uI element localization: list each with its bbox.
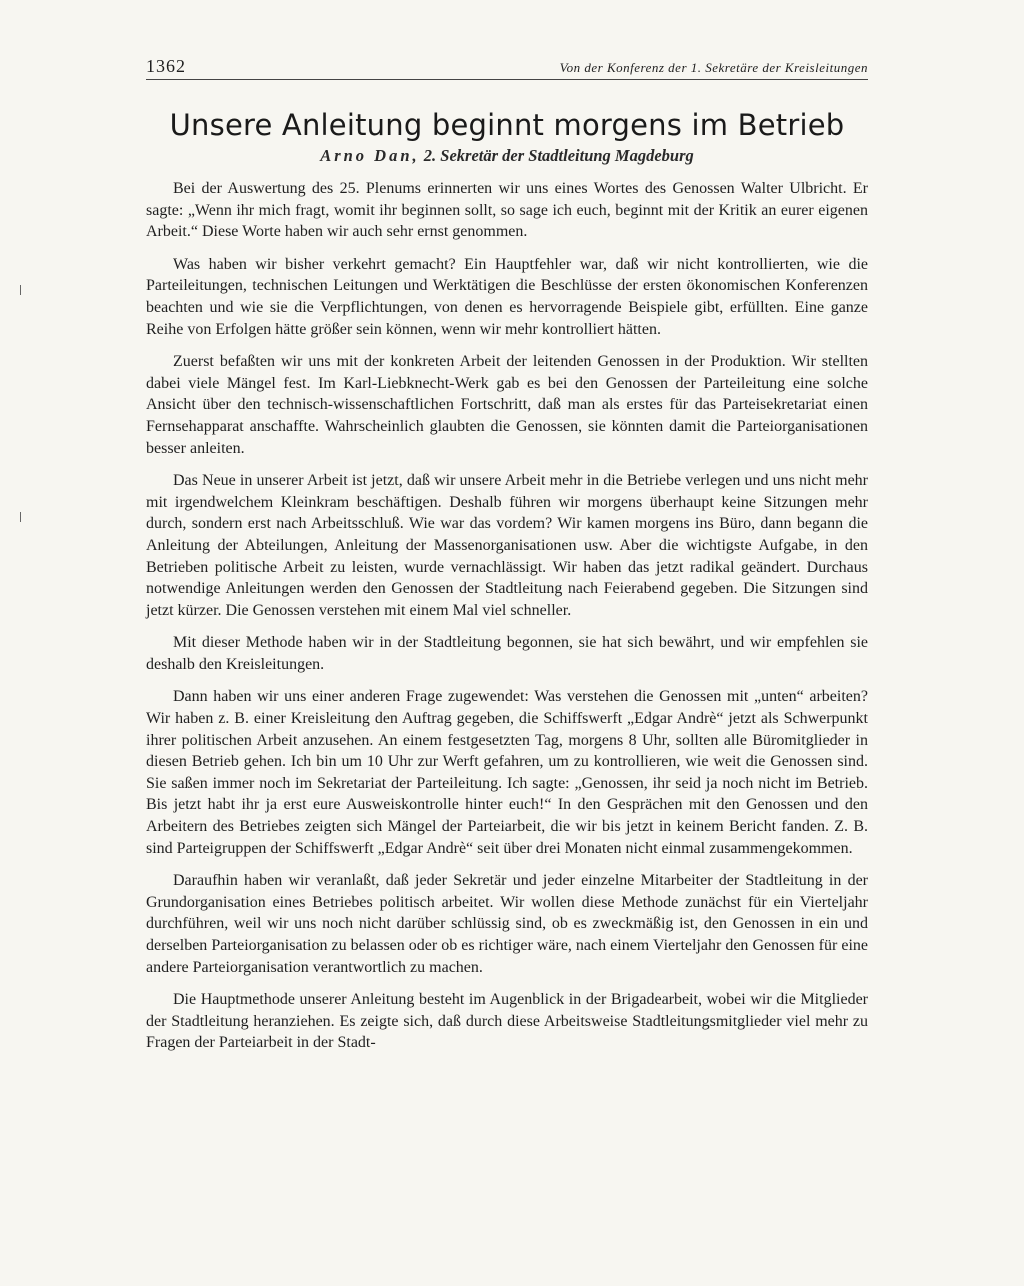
- page-number: 1362: [146, 56, 186, 76]
- margin-mark: [20, 285, 21, 295]
- paragraph: Mit dieser Methode haben wir in der Stadtleitung begonnen, sie hat sich bewährt, und wir empfehlen sie deshalb den Kreisleitungen.: [146, 634, 868, 673]
- running-head: Von der Konferenz der 1. Sekretäre der Kreisleitungen: [559, 60, 868, 75]
- author-role: 2. Sekretär der Stadtleitung Magdeburg: [419, 146, 694, 165]
- paragraph: Dann haben wir uns einer anderen Frage zugewendet: Was verstehen die Genossen mit „unten“ arbeiten? Wir haben z. B. einer Kreisleitung den Auftrag gegeben, die Schiffswerft „Edgar Andrè“ jetzt als Schwerpunkt ihrer politischen Arbeit anzusehen. An einem festgesetzten Tag, morgens 8 Uhr, sollten alle Büromitglieder in diesen Betrieb gehen. Ich bin um 10 Uhr zur Werft gefahren, um zu kontrollieren, wie weit die Genossen sind. Sie saßen immer noch im Sekretariat der Parteileitung. Ich sagte: „Genossen, ihr seid ja noch nicht im Betrieb. Bis jetzt habt ihr ja erst eure Ausweiskontrolle hinter euch!“ In den Gesprächen mit den Genossen und den Arbeitern des Betriebes zeigten sich Mängel der Parteiarbeit, die wir bis jetzt in keinem Bericht fanden. Z. B. sind Parteigruppen der Schiffswerft „Edgar Andrè“ seit über drei Monaten nicht einmal zusammengekommen.: [146, 688, 868, 857]
- paragraph: Bei der Auswertung des 25. Plenums erinnerten wir uns eines Wortes des Genossen Walter Ulbricht. Er sagte: „Wenn ihr mich fragt, womit ihr beginnen sollt, so sage ich euch, beginnt mit der Kritik an eurer eigenen Arbeit.“ Diese Worte haben wir auch sehr ernst genommen.: [146, 180, 868, 241]
- article-body: [146, 178, 868, 1054]
- author-name: Arno Dan,: [320, 146, 420, 165]
- margin-mark: [20, 512, 21, 522]
- page-header: [146, 56, 868, 80]
- paragraph: Daraufhin haben wir veranlaßt, daß jeder Sekretär und jeder einzelne Mitarbeiter der Stadtleitung in der Grundorganisation eines Betriebes politisch arbeitet. Wir wollen diese Methode zunächst für ein Vierteljahr durchführen, weil wir uns noch nicht darüber schlüssig sind, ob es zweckmäßig ist, den Genossen in ein und derselben Parteiorganisation zu belassen oder ob es richtiger wäre, nach einem Vierteljahr den Genossen für eine andere Parteiorganisation verantwortlich zu machen.: [146, 872, 868, 976]
- paragraph: Was haben wir bisher verkehrt gemacht? Ein Hauptfehler war, daß wir nicht kontrollierten, wie die Parteileitungen, technischen Leitungen und Werktätigen die Beschlüsse der ersten ökonomischen Konferenzen beachten und wie sie die Verpflichtungen, von denen es hervorragende Beispiele gibt, erfüllten. Eine ganze Reihe von Erfolgen hätte größer sein können, wenn wir mehr kontrolliert hätten.: [146, 255, 868, 338]
- document-page: [146, 56, 868, 1065]
- article-title: Unsere Anleitung beginnt morgens im Betrieb: [169, 108, 845, 142]
- article-byline: [146, 146, 868, 166]
- paragraph: Die Hauptmethode unserer Anleitung besteht im Augenblick in der Brigadearbeit, wobei wir die Mitglieder der Stadtleitung heranziehen. Es zeigte sich, daß durch diese Arbeitsweise Stadtleitungsmitglieder viel mehr zu Fragen der Parteiarbeit in der Stadt-: [146, 991, 868, 1052]
- paragraph: Zuerst befaßten wir uns mit der konkreten Arbeit der leitenden Genossen in der Produktion. Wir stellten dabei viele Mängel fest. Im Karl-Liebknecht-Werk gab es bei den Genossen der Parteileitung eine solche Ansicht über den technisch-wissenschaftlichen Fortschritt, daß man als erstes für das Parteisekretariat einen Fernsehapparat anschaffte. Wahrscheinlich glaubten die Genossen, sie könnten damit die Parteiorganisationen besser anleiten.: [146, 353, 868, 457]
- paragraph: Das Neue in unserer Arbeit ist jetzt, daß wir unsere Arbeit mehr in die Betriebe verlegen und uns nicht mehr mit irgendwelchem Kleinkram beschäftigen. Deshalb führen wir morgens überhaupt keine Sitzungen mehr durch, sondern erst nach Arbeitsschluß. Wie war das vordem? Wir kamen morgens ins Büro, dann begann die Anleitung der Abteilungen, Anleitung der Massenorganisationen usw. Aber die wichtigste Aufgabe, in den Betrieben politische Arbeit zu leisten, wurde vernachlässigt. Wir haben das jetzt radikal geändert. Durchaus notwendige Anleitungen werden den Genossen der Stadtleitung nach Feierabend gegeben. Die Sitzungen sind jetzt kürzer. Die Genossen verstehen mit einem Mal viel schneller.: [146, 472, 868, 619]
